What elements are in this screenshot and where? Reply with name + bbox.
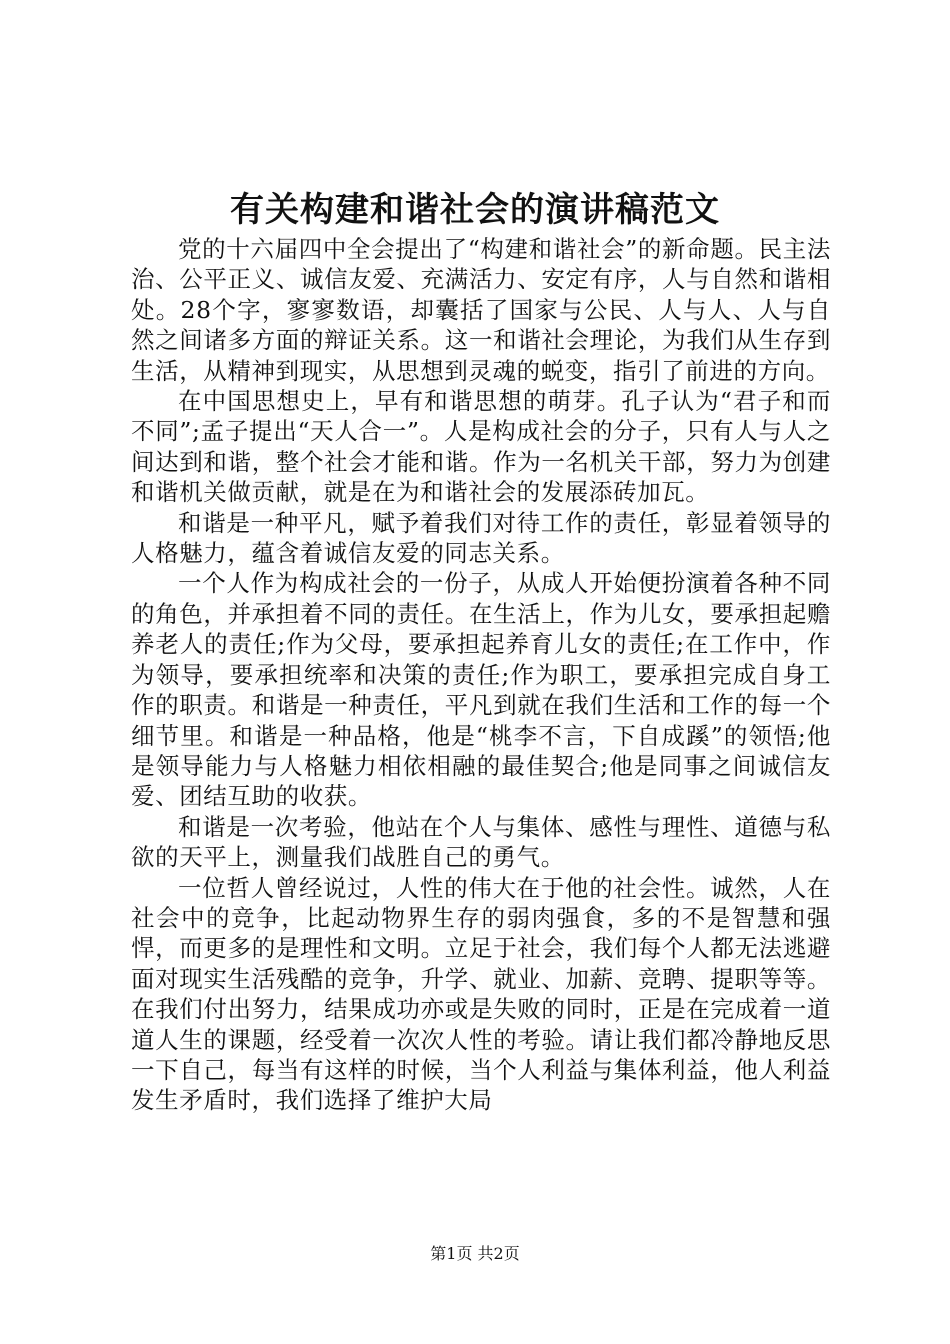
document-title: 有关构建和谐社会的演讲稿范文 bbox=[230, 190, 720, 230]
document-body bbox=[131, 234, 831, 1116]
paragraph: 和谐是一次考验，他站在个人与集体、感性与理性、道德与私欲的天平上，测量我们战胜自己的勇气。 bbox=[131, 812, 831, 872]
paragraph: 在中国思想史上，早有和谐思想的萌芽。孔子认为“君子和而不同”;孟子提出“天人合一”。人是构成社会的分子，只有人与人之间达到和谐，整个社会才能和谐。作为一名机关干部，努力为创建和谐机关做贡献，就是在为和谐社会的发展添砖加瓦。 bbox=[131, 387, 831, 507]
page-number-footer: 第1页 共2页 bbox=[430, 1244, 520, 1263]
paragraph: 一位哲人曾经说过，人性的伟大在于他的社会性。诚然，人在社会中的竞争，比起动物界生存的弱肉强食，多的不是智慧和强悍，而更多的是理性和文明。立足于社会，我们每个人都无法逃避面对现实生活残酷的竞争，升学、就业、加薪、竞聘、提职等等。在我们付出努力，结果成功亦或是失败的同时，正是在完成着一道道人生的课题，经受着一次次人性的考验。请让我们都冷静地反思一下自己，每当有这样的时候，当个人利益与集体利益，他人利益发生矛盾时，我们选择了维护大局 bbox=[131, 873, 831, 1115]
paragraph: 和谐是一种平凡，赋予着我们对待工作的责任，彰显着领导的人格魅力，蕴含着诚信友爱的同志关系。 bbox=[131, 508, 831, 568]
paragraph: 一个人作为构成社会的一份子，从成人开始便扮演着各种不同的角色，并承担着不同的责任。在生活上，作为儿女，要承担起赡养老人的责任;作为父母，要承担起养育儿女的责任;在工作中，作为领导，要承担统率和决策的责任;作为职工，要承担完成自身工作的职责。和谐是一种责任，平凡到就在我们生活和工作的每一个细节里。和谐是一种品格，他是“桃李不言，下自成蹊”的领悟;他是领导能力与人格魅力相依相融的最佳契合;他是同事之间诚信友爱、团结互助的收获。 bbox=[131, 569, 831, 811]
paragraph: 党的十六届四中全会提出了“构建和谐社会”的新命题。民主法治、公平正义、诚信友爱、充满活力、安定有序，人与自然和谐相处。28个字，寥寥数语，却囊括了国家与公民、人与人、人与自然之间诸多方面的辩证关系。这一和谐社会理论，为我们从生存到生活，从精神到现实，从思想到灵魂的蜕变，指引了前进的方向。 bbox=[131, 235, 831, 385]
